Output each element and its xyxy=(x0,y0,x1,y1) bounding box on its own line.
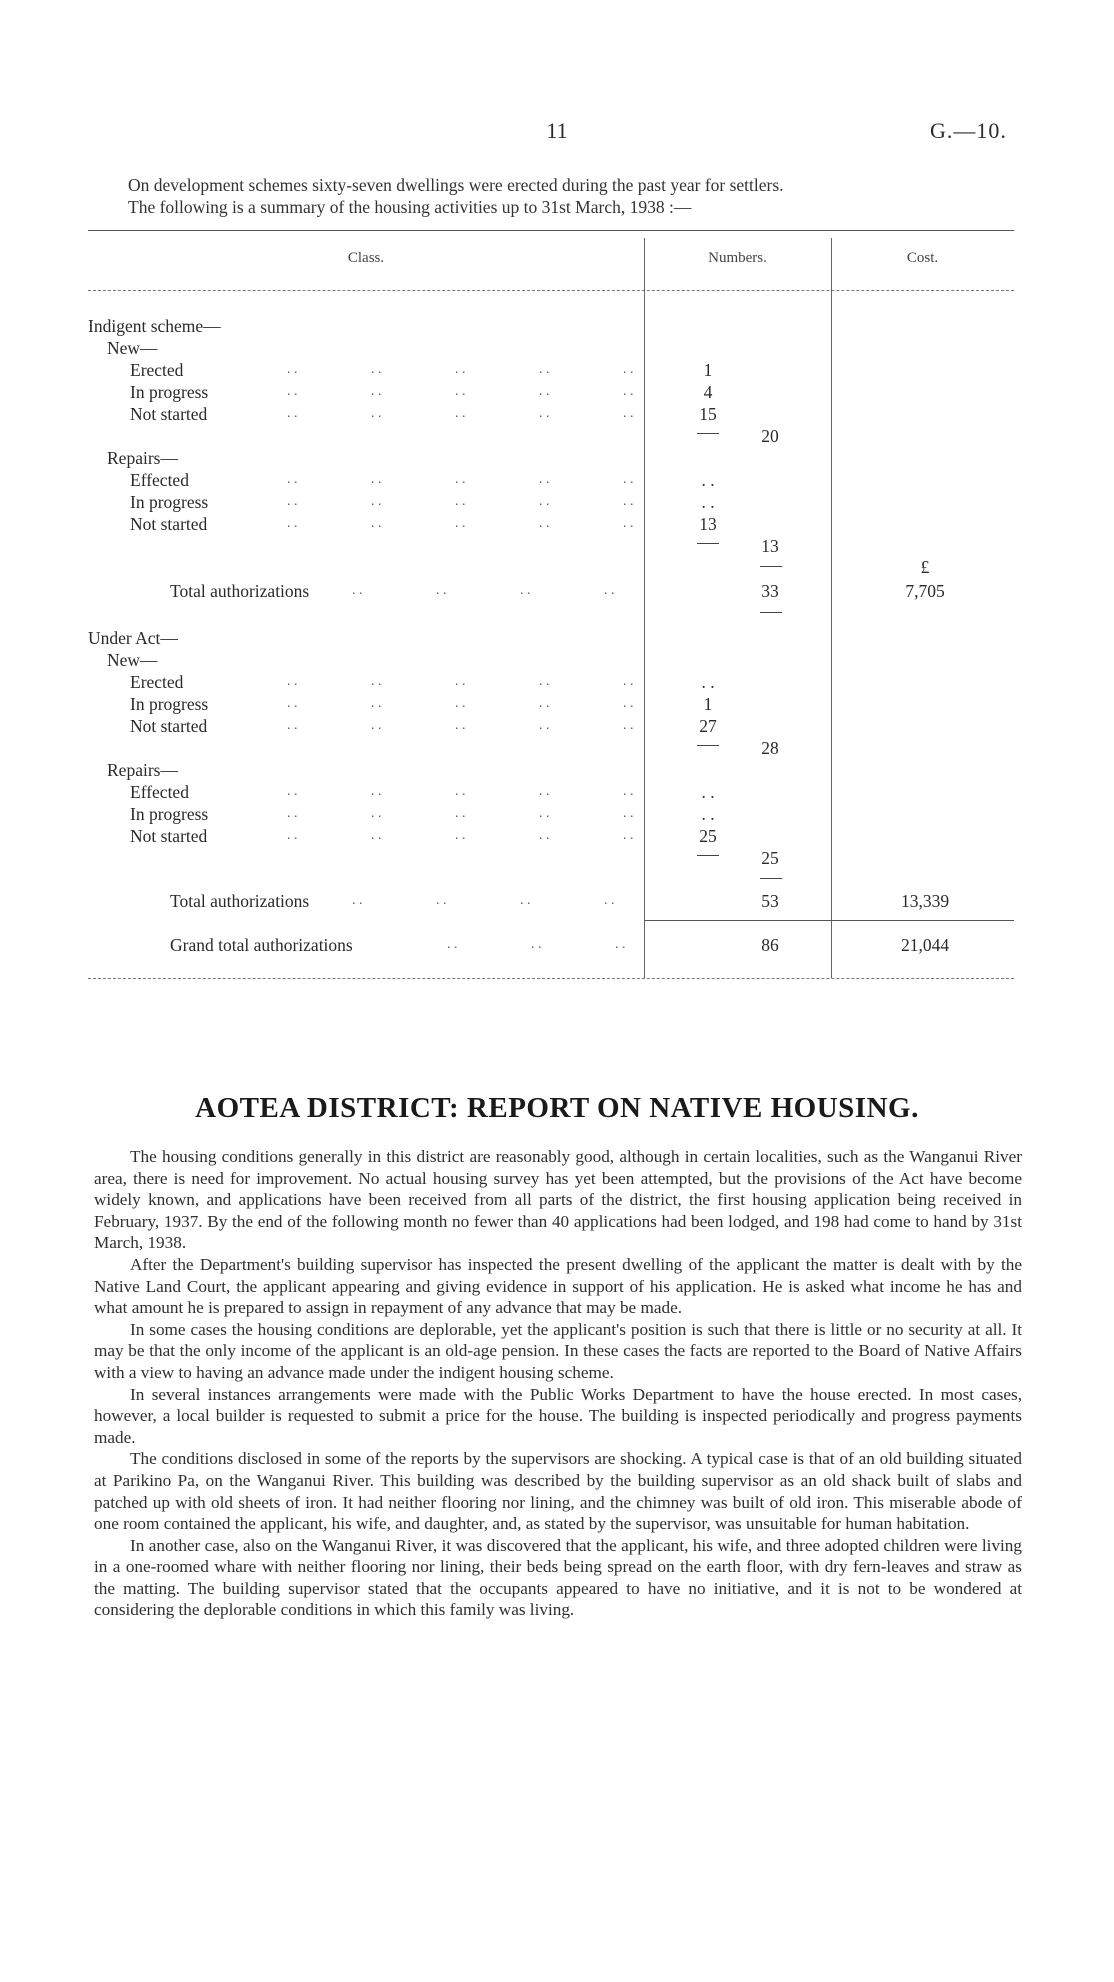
section-title: Indigent scheme— xyxy=(88,316,221,336)
row-label: In progress xyxy=(130,492,209,512)
row-label: In progress xyxy=(130,804,209,824)
leader-dots: . . . . . . . . . . xyxy=(287,472,634,487)
leader-dots: . . . . . . . . . . xyxy=(287,384,634,399)
table-row xyxy=(0,337,1114,359)
row-label: Not started xyxy=(130,404,208,424)
table-row xyxy=(0,513,1114,535)
report-paragraph: In some cases the housing conditions are deplorable, yet the applicant's position is such that there is little or no security at all. It may be that the only income of the applicant is an old-age pension. In these cases the facts are reported to the Board of Native Affairs with a view to having an advance made under the indigent housing scheme. xyxy=(94,1319,1022,1382)
cost-column-header: Cost. xyxy=(906,250,939,266)
subsection-title: Repairs— xyxy=(107,760,178,780)
subsection-title: New— xyxy=(107,650,158,670)
table-header-rule xyxy=(88,290,1014,291)
row-number: . . xyxy=(701,470,715,490)
report-title: AOTEA DISTRICT: REPORT ON NATIVE HOUSING. xyxy=(195,1092,919,1124)
table-row xyxy=(0,447,1114,469)
table-row xyxy=(0,627,1114,649)
leader-dots: . . . . . . . . . . xyxy=(287,674,634,689)
leader-dots: . . . . . . . . . . xyxy=(287,784,634,799)
total-label: Total authorizations xyxy=(170,891,310,911)
subsection-title: Repairs— xyxy=(107,448,178,468)
row-number: 13 xyxy=(699,514,717,534)
class-column-header: Class. xyxy=(347,250,385,266)
report-body xyxy=(94,1146,1022,1621)
total-number: 33 xyxy=(761,581,779,601)
table-row xyxy=(0,715,1114,737)
section-title: Under Act— xyxy=(88,628,178,648)
table-row xyxy=(0,381,1114,403)
row-number: 1 xyxy=(703,694,713,714)
leader-dots: . . . . . . . . . . xyxy=(287,696,634,711)
leader-dots: . . . . . . . . . . xyxy=(287,406,634,421)
table-row xyxy=(0,556,1114,578)
leader-dots: . . . . . . . . . . xyxy=(287,718,634,733)
table-row xyxy=(0,847,1114,869)
table-row xyxy=(0,491,1114,513)
row-label: Not started xyxy=(130,826,208,846)
report-paragraph: After the Department's building supervisor has inspected the present dwelling of the applicant the matter is dealt with by the Native Land Court, the applicant appearing and giving evidence in support of his application. He is asked what income he has and what amount he is prepared to assign in repayment of any advance that may be made. xyxy=(94,1254,1022,1318)
leader-dots: . . . . . . . . xyxy=(352,583,615,598)
subtotal-number: 20 xyxy=(761,426,779,446)
subtotal-number: 28 xyxy=(761,738,779,758)
currency-symbol: £ xyxy=(920,557,930,577)
document-reference: G.—10. xyxy=(930,118,1007,143)
table-bottom-rule xyxy=(88,978,1014,979)
total-label: Total authorizations xyxy=(170,581,310,601)
leader-dots: . . . . . . xyxy=(447,937,626,952)
total-cost: 7,705 xyxy=(905,581,945,601)
leader-dots: . . . . . . . . . . xyxy=(287,494,634,509)
subtotal-number: 25 xyxy=(761,848,779,868)
row-number: . . xyxy=(701,672,715,692)
report-paragraph: In another case, also on the Wanganui River, it was discovered that the applicant, his wife, and three adopted children were living in a one-roomed whare with neither flooring nor lining, their beds being spread on the earth floor, with dry fern-leaves and straw as the matting. The building supervisor stated that the occupants appeared to have no initiative, and it is not to be wondered at considering the deplorable conditions in which this family was living. xyxy=(94,1535,1022,1620)
row-label: Erected xyxy=(130,360,184,380)
row-label: In progress xyxy=(130,382,209,402)
intro-text xyxy=(128,174,1018,218)
table-row xyxy=(0,580,1114,602)
table-top-rule xyxy=(88,230,1014,231)
sum-dash xyxy=(760,612,782,613)
leader-dots: . . . . . . . . . . xyxy=(287,362,634,377)
table-row xyxy=(0,803,1114,825)
table-row xyxy=(0,671,1114,693)
grand-total-number: 86 xyxy=(761,935,779,955)
row-number: . . xyxy=(701,492,715,512)
numbers-column-header: Numbers. xyxy=(708,250,767,266)
table-row xyxy=(0,425,1114,447)
row-label: Effected xyxy=(130,782,189,802)
row-label: In progress xyxy=(130,694,209,714)
leader-dots: . . . . . . . . xyxy=(352,893,615,908)
sum-dash xyxy=(760,878,782,879)
grand-total-rule xyxy=(644,920,1014,921)
leader-dots: . . . . . . . . . . xyxy=(287,516,634,531)
intro-line-2: The following is a summary of the housing activities up to 31st March, 1938 :— xyxy=(128,197,692,217)
table-row xyxy=(0,359,1114,381)
table-row xyxy=(0,693,1114,715)
table-row xyxy=(0,759,1114,781)
row-number: 1 xyxy=(703,360,713,380)
report-paragraph: The housing conditions generally in this district are reasonably good, although in certain localities, such as the Wanganui River area, there is need for improvement. No actual housing survey has yet been attempted, but the provisions of the Act have become widely known, and applications have been received from all parts of the district, the first housing application being received in February, 1937. By the end of the following month no fewer than 40 applications had been lodged, and 198 had come to hand by 31st March, 1938. xyxy=(94,1147,1022,1253)
table-row xyxy=(0,469,1114,491)
table-row xyxy=(0,825,1114,847)
subsection-title: New— xyxy=(107,338,158,358)
subtotal-number: 13 xyxy=(761,536,779,556)
row-label: Erected xyxy=(130,672,184,692)
table-row xyxy=(0,403,1114,425)
row-label: Not started xyxy=(130,514,208,534)
intro-line-1: On development schemes sixty-seven dwellings were erected during the past year for settlers. xyxy=(128,175,784,195)
table-row xyxy=(0,781,1114,803)
leader-dots: . . . . . . . . . . xyxy=(287,828,634,843)
table-row xyxy=(0,649,1114,671)
total-cost: 13,339 xyxy=(900,891,950,911)
total-number: 53 xyxy=(761,891,779,911)
table-row xyxy=(0,934,1114,956)
row-label: Effected xyxy=(130,470,189,490)
table-row xyxy=(0,315,1114,337)
grand-total-cost: 21,044 xyxy=(900,935,950,955)
row-number: 27 xyxy=(699,716,717,736)
grand-total-label: Grand total authorizations xyxy=(170,935,353,955)
table-row xyxy=(0,890,1114,912)
report-paragraph: In several instances arrangements were made with the Public Works Department to have the house erected. In most cases, however, a local builder is requested to submit a price for the house. The building is inspected periodically and progress payments made. xyxy=(94,1384,1022,1447)
row-number: 15 xyxy=(699,404,717,424)
row-number: 25 xyxy=(699,826,717,846)
table-row xyxy=(0,535,1114,557)
row-label: Not started xyxy=(130,716,208,736)
report-paragraph: The conditions disclosed in some of the reports by the supervisors are shocking. A typical case is that of an old building situated at Parikino Pa, on the Wanganui River. This building was described by the building supervisor as an old shack built of slabs and patched up with old sheets of iron. It had neither flooring nor lining, and the chimney was built of old iron. This miserable abode of one room contained the applicant, his wife, and daughter, and, as stated by the supervisor, was unsuitable for human habitation. xyxy=(94,1449,1022,1534)
row-number: . . xyxy=(701,804,715,824)
row-number: 4 xyxy=(703,382,713,402)
page-number: 11 xyxy=(546,118,568,143)
leader-dots: . . . . . . . . . . xyxy=(287,806,634,821)
row-number: . . xyxy=(701,782,715,802)
table-row xyxy=(0,737,1114,759)
